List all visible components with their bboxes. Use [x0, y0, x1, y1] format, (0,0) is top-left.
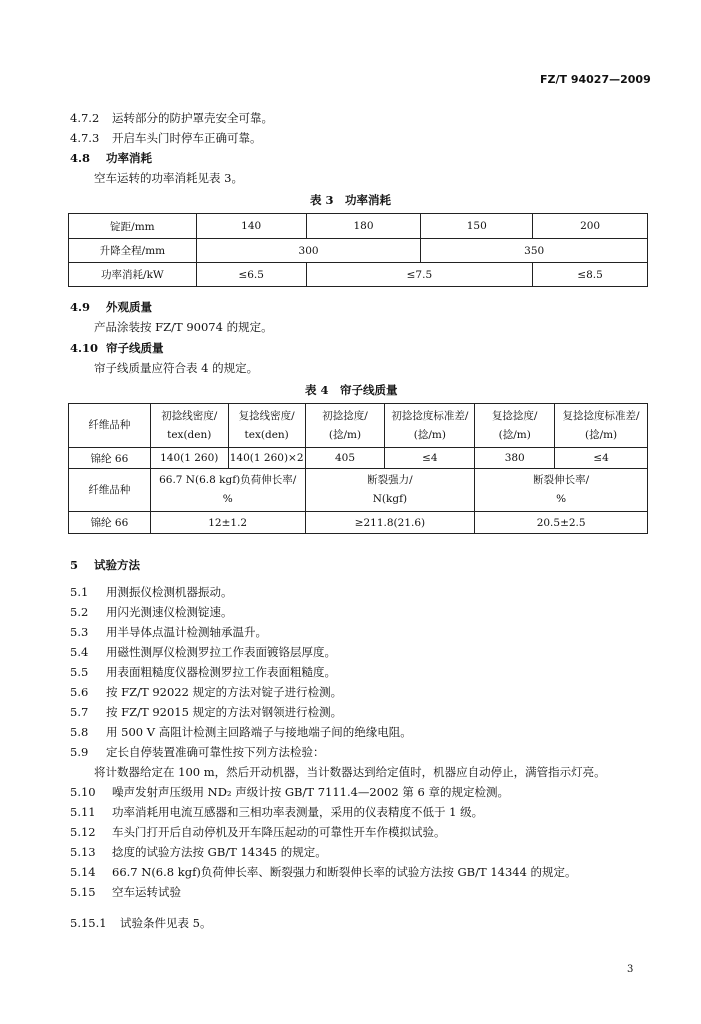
table-3 — [68, 213, 648, 287]
heading-4-8 — [70, 150, 152, 166]
clause-item — [70, 604, 412, 624]
header-text: % — [222, 493, 233, 505]
clause-text: 用半导体点温计检测轴承温升。 — [106, 625, 267, 639]
header-text: (捻/m) — [328, 428, 362, 441]
table-header-cell — [69, 404, 151, 448]
clause-4-7-3 — [70, 130, 262, 146]
paragraph: 将计数器给定在 100 m，然后开动机器，当计数器达到给定值时，机器应自动停止，满管指示灯亮。 — [94, 765, 606, 779]
clause-number: 5.14 — [70, 865, 96, 879]
table-4-caption: 表 4 帘子线质量 — [305, 383, 398, 397]
table-4-upper — [68, 403, 648, 469]
table-cell: 功率消耗/kW — [69, 263, 197, 287]
table-row — [69, 512, 648, 534]
clause-item — [70, 884, 577, 904]
table-cell: ≤4 — [555, 448, 648, 469]
table-row — [69, 214, 648, 239]
clause-number: 5.10 — [70, 785, 96, 799]
clause-text: 试验条件见表 5。 — [120, 916, 212, 930]
header-text: 复捻捻度/ — [491, 409, 538, 422]
table-cell: 405 — [305, 448, 385, 469]
header-text: 断裂伸长率/ — [533, 474, 590, 486]
table-row — [69, 239, 648, 263]
clause-number: 4.7.2 — [70, 111, 100, 125]
clause-text: 用磁性测厚仪检测罗拉工作表面镀铬层厚度。 — [106, 645, 336, 659]
clause-text: 用 500 V 高阻计检测主回路端子与接地端子间的绝缘电阻。 — [106, 725, 412, 739]
table-cell: 380 — [475, 448, 555, 469]
table-header-cell — [305, 404, 385, 448]
clause-item — [70, 784, 577, 804]
table-cell: ≤6.5 — [196, 263, 306, 287]
clause-text: 用测振仪检测机器振动。 — [106, 585, 233, 599]
table-cell: 升降全程/mm — [69, 239, 197, 263]
clause-number: 5.13 — [70, 845, 96, 859]
table-header-cell — [385, 404, 475, 448]
table-cell: ≤7.5 — [306, 263, 533, 287]
table-cell: 锭距/mm — [69, 214, 197, 239]
table-cell: 12±1.2 — [150, 512, 305, 534]
clause-item — [70, 864, 577, 884]
clause-text: 66.7 N(6.8 kgf)负荷伸长率、断裂强力和断裂伸长率的试验方法按 GB/T 14344 的规定。 — [112, 865, 577, 879]
clause-4-7-2 — [70, 110, 273, 126]
table-header-cell — [555, 404, 648, 448]
header-text: 复捻捻度标准差/ — [562, 409, 640, 422]
clause-list — [70, 784, 577, 904]
clause-number: 5.15.1 — [70, 916, 107, 930]
heading-4-9 — [70, 299, 152, 315]
clause-text: 噪声发射声压级用 ND₂ 声级计按 GB/T 7111.4—2002 第 6 章的规定检测。 — [112, 785, 509, 799]
header-text: N(kgf) — [372, 493, 408, 505]
clause-item — [70, 824, 577, 844]
clause-number: 5.6 — [70, 685, 89, 699]
table-row — [69, 448, 648, 469]
clause-number: 5.11 — [70, 805, 96, 819]
clause-item — [70, 684, 412, 704]
header-text: 纤维品种 — [88, 419, 131, 431]
standard-number: FZ/T 94027—2009 — [540, 73, 651, 86]
table-header-cell — [305, 469, 475, 512]
table-cell: 140(1 260) — [150, 448, 228, 469]
clause-number: 5.15 — [70, 885, 96, 899]
table-header-cell — [150, 469, 305, 512]
header-text: (捻/m) — [498, 428, 531, 441]
table-header-cell — [475, 469, 648, 512]
clause-number: 5.4 — [70, 645, 89, 659]
clause-number: 5 — [70, 558, 79, 572]
clause-title: 外观质量 — [106, 300, 152, 314]
clause-item — [70, 584, 412, 604]
table-3-caption: 表 3 功率消耗 — [310, 193, 392, 207]
table-cell: 180 — [306, 214, 421, 239]
paragraph: 帘子线质量应符合表 4 的规定。 — [94, 361, 259, 375]
header-text: 初捻线密度/ — [161, 409, 218, 422]
table-row — [69, 263, 648, 287]
table-cell: 20.5±2.5 — [475, 512, 648, 534]
table-4-lower — [68, 468, 648, 534]
clause-item — [70, 844, 577, 864]
header-text: tex(den) — [167, 428, 212, 441]
clause-text: 运转部分的防护罩壳安全可靠。 — [112, 111, 273, 125]
table-cell: 200 — [533, 214, 648, 239]
clause-number: 5.1 — [70, 585, 89, 599]
header-text: 断裂强力/ — [367, 474, 413, 486]
header-text: % — [556, 493, 567, 505]
table-cell: 锦纶 66 — [69, 448, 151, 469]
table-cell: 300 — [196, 239, 421, 263]
table-header-cell — [69, 469, 151, 512]
table-header-cell — [228, 404, 305, 448]
clause-item — [70, 704, 412, 724]
clause-number: 5.5 — [70, 665, 89, 679]
clause-number: 5.2 — [70, 605, 89, 619]
table-cell: ≥211.8(21.6) — [305, 512, 475, 534]
header-text: (捻/m) — [584, 428, 618, 441]
clause-text: 功率消耗用电流互感器和三相功率表测量，采用的仪表精度不低于 1 级。 — [112, 805, 484, 819]
clause-number: 5.8 — [70, 725, 89, 739]
heading-4-10 — [70, 340, 164, 356]
table-cell: 140 — [196, 214, 306, 239]
clause-list — [70, 584, 412, 764]
table-cell: ≤8.5 — [533, 263, 648, 287]
header-text: (捻/m) — [413, 428, 446, 441]
clause-text: 定长自停装置准确可靠性按下列方法检验： — [106, 745, 325, 759]
heading-5 — [70, 557, 140, 573]
clause-title: 试验方法 — [94, 558, 140, 572]
clause-text: 开启车头门时停车正确可靠。 — [112, 131, 262, 145]
header-text: 纤维品种 — [88, 483, 131, 496]
table-cell: 140(1 260)×2 — [228, 448, 305, 469]
header-text: 66.7 N(6.8 kgf)负荷伸长率/ — [159, 474, 297, 486]
clause-item — [70, 804, 577, 824]
table-header-cell — [150, 404, 228, 448]
clause-text: 空车运转试验 — [112, 885, 181, 899]
table-header-row — [69, 404, 648, 448]
header-text: 初捻捻度标准差/ — [391, 409, 469, 422]
table-cell: 150 — [421, 214, 533, 239]
clause-text: 车头门打开后自动停机及开车降压起动的可靠性开车作模拟试验。 — [112, 825, 446, 839]
clause-item — [70, 664, 412, 684]
clause-number: 4.8 — [70, 151, 91, 165]
clause-text: 用闪光测速仪检测锭速。 — [106, 605, 233, 619]
paragraph: 产品涂装按 FZ/T 90074 的规定。 — [94, 320, 273, 334]
clause-number: 4.10 — [70, 341, 99, 355]
clause-item — [70, 744, 412, 764]
clause-item — [70, 644, 412, 664]
page-number: 3 — [627, 964, 634, 975]
clause-text: 用表面粗糙度仪器检测罗拉工作表面粗糙度。 — [106, 665, 336, 679]
header-text: 复捻线密度/ — [238, 409, 295, 422]
table-cell: 350 — [421, 239, 648, 263]
clause-title: 帘子线质量 — [106, 341, 164, 355]
header-text: 初捻捻度/ — [322, 409, 368, 422]
clause-number: 5.7 — [70, 705, 89, 719]
clause-text: 捻度的试验方法按 GB/T 14345 的规定。 — [112, 845, 327, 859]
clause-number: 5.12 — [70, 825, 96, 839]
header-text: tex(den) — [244, 428, 289, 441]
clause-text: 按 FZ/T 92015 规定的方法对钢领进行检测。 — [106, 705, 343, 719]
clause-item — [70, 624, 412, 644]
table-cell: ≤4 — [385, 448, 475, 469]
clause-text: 按 FZ/T 92022 规定的方法对锭子进行检测。 — [106, 685, 343, 699]
clause-number: 4.9 — [70, 300, 91, 314]
clause-number: 5.9 — [70, 745, 89, 759]
clause-5-15-1 — [70, 915, 211, 931]
paragraph: 空车运转的功率消耗见表 3。 — [94, 171, 243, 185]
table-cell: 锦纶 66 — [69, 512, 151, 534]
table-header-row — [69, 469, 648, 512]
clause-title: 功率消耗 — [106, 151, 152, 165]
clause-item — [70, 724, 412, 744]
clause-number: 5.3 — [70, 625, 89, 639]
table-header-cell — [475, 404, 555, 448]
clause-number: 4.7.3 — [70, 131, 100, 145]
